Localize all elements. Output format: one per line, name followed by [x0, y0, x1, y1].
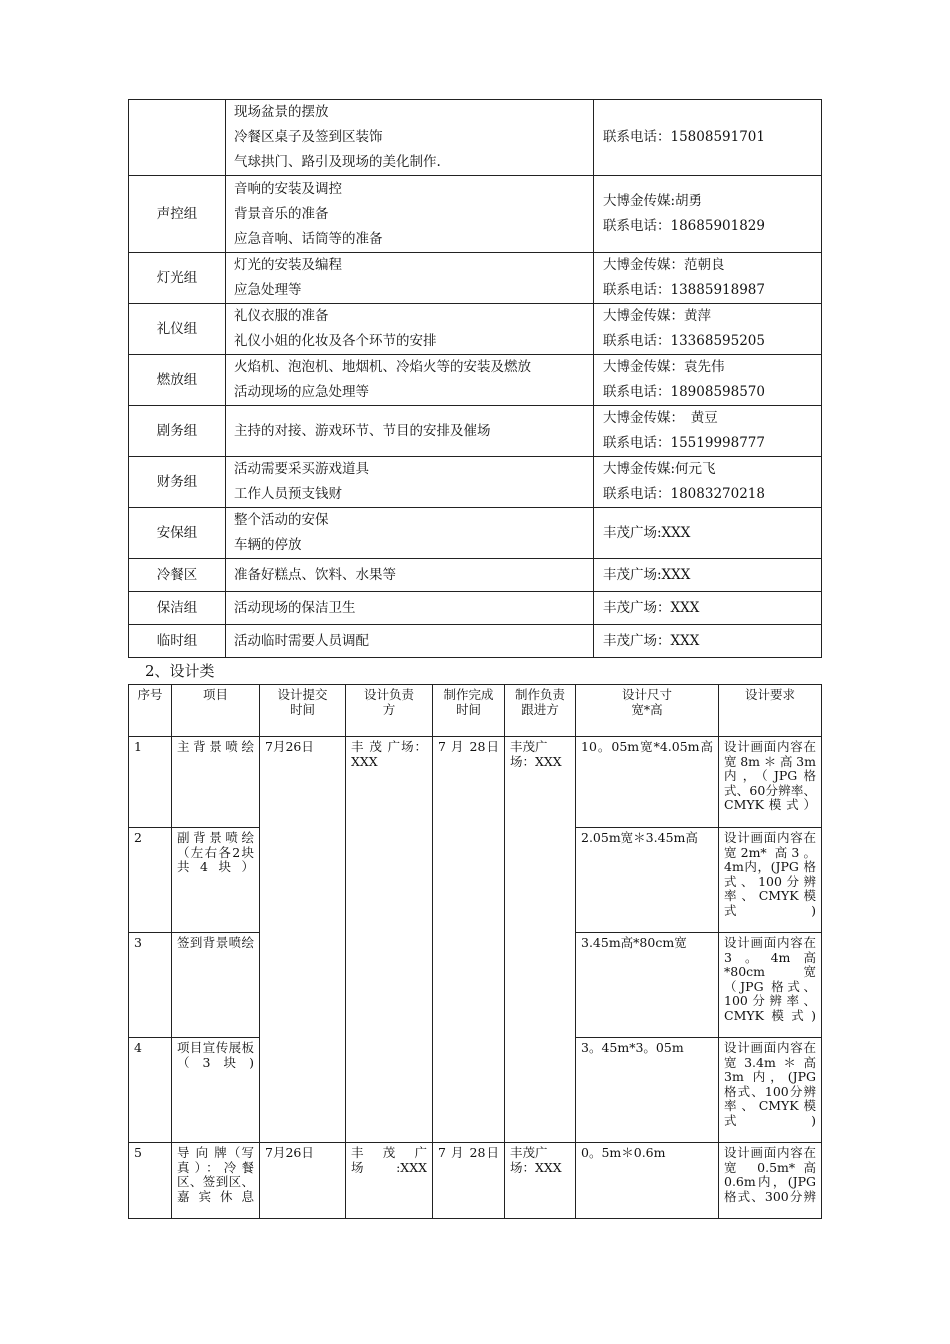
task-list [226, 304, 594, 355]
contact-line: 联系电话：18083270218 [603, 486, 765, 502]
contact-cell [594, 304, 822, 355]
contact-cell [594, 625, 822, 658]
contact-line: 联系电话：13368595205 [603, 333, 765, 349]
task-list [226, 592, 594, 625]
contact-line: 大博金传媒:何元飞 [603, 461, 716, 477]
row-maker: 丰茂广场：XXX [505, 1143, 576, 1219]
task-list [226, 457, 594, 508]
contact-line: 联系电话：13885918987 [603, 282, 765, 298]
contact-cell [594, 592, 822, 625]
table-row [129, 625, 822, 658]
contact-cell [594, 253, 822, 304]
table-row [129, 253, 822, 304]
row-maker: 丰茂广场：XXX [505, 737, 576, 1143]
task-line: 活动现场的保洁卫生 [234, 599, 356, 616]
table-row [129, 1143, 822, 1219]
row-item: 签到背景喷绘 [172, 933, 260, 1038]
row-requirement: 设计画面内容在 宽 0.5m*高0.6m内，(JPG 格式、300分辨 [719, 1143, 822, 1219]
task-line: 灯光的安装及编程 [234, 257, 342, 273]
row-no: 2 [129, 828, 172, 933]
header-submit-time: 设计提交时间 [260, 685, 346, 737]
table-row [129, 592, 822, 625]
group-name: 冷餐区 [129, 559, 226, 592]
group-name: 临时组 [129, 625, 226, 658]
design-items-table [128, 684, 822, 1219]
contact-line: 丰茂广场：XXX [603, 599, 700, 616]
task-list [226, 625, 594, 658]
row-design-owner: 丰 茂 广场：XXX [346, 737, 433, 1143]
row-design-owner: 丰 茂 广场:XXX [346, 1143, 433, 1219]
row-item: 导 向 牌（写真）：冷餐区、签到区、嘉宾休息 [172, 1143, 260, 1219]
group-name [129, 100, 226, 176]
table-row [129, 176, 822, 253]
contact-line: 丰茂广场:XXX [603, 524, 691, 541]
contact-line: 大博金传媒：袁先伟 [603, 359, 725, 375]
contact-line: 联系电话：18685901829 [603, 218, 765, 234]
task-line: 冷餐区桌子及签到区装饰 [234, 129, 383, 145]
row-item: 副背景喷绘（左右各2块共4块） [172, 828, 260, 933]
contact-cell [594, 559, 822, 592]
contact-cell [594, 355, 822, 406]
row-size: 10。05m宽*4.05m高 [576, 737, 719, 828]
table-row [129, 737, 822, 828]
task-line: 主持的对接、游戏环节、节目的安排及催场 [234, 422, 491, 439]
table-row [129, 100, 822, 176]
contact-cell [594, 176, 822, 253]
task-list [226, 406, 594, 457]
task-line: 应急音响、话筒等的准备 [234, 230, 383, 247]
contact-cell [594, 508, 822, 559]
task-line: 车辆的停放 [234, 537, 302, 553]
table-header-row [129, 685, 822, 737]
task-line: 火焰机、泡泡机、地烟机、冷焰火等的安装及燃放 [234, 359, 531, 375]
task-list [226, 559, 594, 592]
task-line: 音响的安装及调控 [234, 180, 342, 197]
contact-line: 丰茂广场:XXX [603, 566, 691, 583]
task-line: 活动需要采买游戏道具 [234, 461, 369, 477]
table-row [129, 304, 822, 355]
row-size: 3.45m高*80cm宽 [576, 933, 719, 1038]
task-line: 气球拱门、路引及现场的美化制作. [234, 154, 441, 170]
group-name: 财务组 [129, 457, 226, 508]
header-design-owner: 设计负责方 [346, 685, 433, 737]
table-row [129, 457, 822, 508]
contact-line: 丰茂广场：XXX [603, 632, 700, 649]
group-name: 声控组 [129, 176, 226, 253]
group-name: 保洁组 [129, 592, 226, 625]
header-size: 设计尺寸 宽*高 [576, 685, 719, 737]
table-row [129, 355, 822, 406]
task-list [226, 253, 594, 304]
group-name: 礼仪组 [129, 304, 226, 355]
row-size: 0。5m＊0.6m [576, 1143, 719, 1219]
header-done-time: 制作完成时间 [433, 685, 505, 737]
contact-line: 大博金传媒： 黄豆 [603, 410, 718, 426]
table-row [129, 559, 822, 592]
group-name: 燃放组 [129, 355, 226, 406]
task-line: 工作人员预支钱财 [234, 486, 342, 502]
group-name: 灯光组 [129, 253, 226, 304]
contact-line: 联系电话：15519998777 [603, 435, 765, 451]
contact-line: 联系电话：15808591701 [603, 129, 765, 145]
row-item: 项目宣传展板（3块) [172, 1038, 260, 1143]
table-row [129, 508, 822, 559]
task-line: 应急处理等 [234, 282, 302, 298]
staff-assignment-table [128, 99, 822, 658]
contact-cell [594, 457, 822, 508]
task-list [226, 176, 594, 253]
task-line: 现场盆景的摆放 [234, 104, 329, 120]
row-done-time: 7 月 28日 [433, 1143, 505, 1219]
task-line: 活动临时需要人员调配 [234, 632, 369, 649]
section-heading: 2、设计类 [145, 662, 215, 680]
contact-line: 大博金传媒：范朝良 [603, 257, 725, 273]
task-line: 礼仪小姐的化妆及各个环节的安排 [234, 333, 437, 349]
task-list [226, 355, 594, 406]
header-item: 项目 [172, 685, 260, 737]
row-submit-time: 7月26日 [260, 1143, 346, 1219]
header-maker: 制作负责跟进方 [505, 685, 576, 737]
row-size: 3。45m*3。05m [576, 1038, 719, 1143]
row-no: 5 [129, 1143, 172, 1219]
task-line: 活动现场的应急处理等 [234, 384, 369, 400]
row-requirement: 设计画面内容在宽2m* 高3。4m内，(JPG 格式、100分辨率、CMYK模式) [719, 828, 822, 933]
task-list [226, 100, 594, 176]
row-no: 1 [129, 737, 172, 828]
task-line: 准备好糕点、饮料、水果等 [234, 566, 396, 583]
row-no: 3 [129, 933, 172, 1038]
contact-cell [594, 406, 822, 457]
row-item: 主背景喷绘 [172, 737, 260, 828]
task-line: 整个活动的安保 [234, 512, 329, 528]
row-no: 4 [129, 1038, 172, 1143]
row-submit-time: 7月26日 [260, 737, 346, 1143]
row-size: 2.05m宽＊3.45m高 [576, 828, 719, 933]
contact-cell [594, 100, 822, 176]
contact-line: 联系电话：18908598570 [603, 384, 765, 400]
contact-line: 大博金传媒:胡勇 [603, 193, 703, 209]
row-requirement: 设计画面内容在宽8m＊高3m内，（JPG格式、60分辨率、CMYK模式） [719, 737, 822, 828]
contact-line: 大博金传媒：黄萍 [603, 308, 711, 324]
header-requirement: 设计要求 [719, 685, 822, 737]
header-no: 序号 [129, 685, 172, 737]
row-requirement: 设计画面内容在3。4m高*80cm 宽（JPG 格式、100分辨率、CMYK模式) [719, 933, 822, 1038]
task-list [226, 508, 594, 559]
row-done-time: 7 月 28日 [433, 737, 505, 1143]
task-line: 背景音乐的准备 [234, 205, 329, 222]
row-requirement: 设计画面内容在宽3.4m＊高 3m 内，(JPG 格式、100分辨率、CMYK模式) [719, 1038, 822, 1143]
table-row [129, 406, 822, 457]
group-name: 安保组 [129, 508, 226, 559]
task-line: 礼仪衣服的准备 [234, 308, 329, 324]
group-name: 剧务组 [129, 406, 226, 457]
